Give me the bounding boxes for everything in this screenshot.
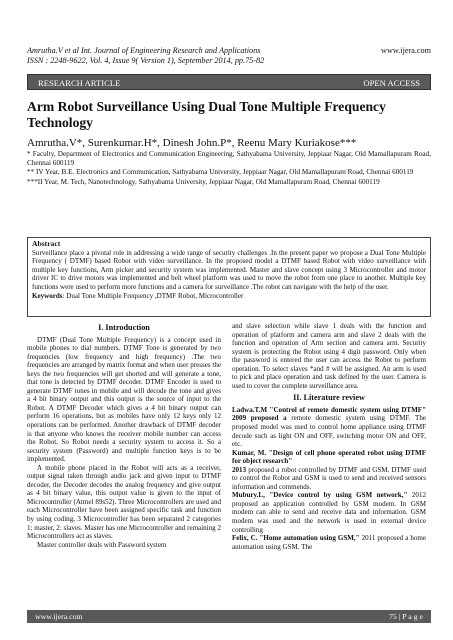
abstract-heading: Abstract xyxy=(32,239,61,248)
reference-kumar-year xyxy=(232,466,426,492)
journal-citation: Amrutha.V et al Int. Journal of Engineering Research and Applications xyxy=(27,46,261,55)
research-article-label: RESEARCH ARTICLE xyxy=(38,78,121,88)
abstract-box xyxy=(27,237,431,317)
affiliation-3: ***II Year, M. Tech, Nanotechnology, Sathyabama University, Jeppiaar Nagar, Old Mamallapuram Road, Chennai 600119 xyxy=(27,177,380,186)
reference-mubury xyxy=(232,491,426,534)
left-column xyxy=(27,322,221,549)
journal-website[interactable]: www.ijera.com xyxy=(381,46,431,55)
author-list: Amrutha.V*, Surenkumar.H*, Dinesh John.P*, Reenu Mary Kuriakose*** xyxy=(27,137,357,149)
article-type-band xyxy=(27,74,431,90)
page-footer xyxy=(27,610,431,623)
page-number: 75 | P a g e xyxy=(389,612,423,621)
reference-text: 2012 proposed an application controlled by GSM modem. In GSM modem can able to send and receive data and information. GSM modem was used and the network is used in external device controlling xyxy=(232,491,426,534)
reference-kumar xyxy=(232,449,426,466)
introduction-heading: I. Introduction xyxy=(98,323,150,332)
footer-website[interactable]: www.ijera.com xyxy=(35,612,83,621)
intro-paragraph-2: A mobile phone placed in the Robot will acts as a receiver, output signal taken through audio jack and given input to DTMF decoder, the Decoder decodes the analog frequency and give output as 4 bit binary value, this output value is given to the input of Microcontroller (Atmel 89s52). Three Microcontrollers are used and each Microcontroller have been assigned specific task and function by using coding, 3 Microcontroller has been separated 2 categories 1: master, 2: slaves. Master has one Microcontroller and remaining 2 Microcontrollers act as slaves. xyxy=(27,463,221,541)
reference-title: Felix, C. "Home automation using GSM," xyxy=(232,534,360,543)
keywords-text: : Dual Tone Multiple Frequency ,DTMF Robot, Microcontroller xyxy=(62,291,244,300)
reference-title: Kumar, M. "Design of cell phone operated robot using DTMF for object research" xyxy=(232,448,426,466)
right-column xyxy=(232,322,426,551)
literature-review-heading: II. Literature review xyxy=(293,393,365,403)
intro-continuation: and slave selection while slave 1 deals with the function and operation of platform and camera arm and slave 2 deals with the function and operation of Arm section and camera arm. Security system is protecting the Robot using 4 digit password. Only when the password is entered the user can access the Robot to perform operation. To select slaves *and # will be assigned. An arm is used to pick and place operation and task defined by the user. Camera is used to cover the complete surveillance area. xyxy=(232,322,426,390)
intro-paragraph-3: Master controller deals with Password system xyxy=(37,540,167,549)
reference-title: Ladwa.T.M "Control of remote domestic system using DTMF" 2009 proposed a xyxy=(232,405,426,423)
reference-title: Mubury.L, "Device control by using GSM network," xyxy=(232,491,408,500)
running-header xyxy=(27,46,431,66)
issn-line: ISSN : 2248-9622, Vol. 4, Issue 9( Version 1), September 2014, pp.75-82 xyxy=(27,56,265,65)
reference-felix xyxy=(232,534,426,551)
reference-text: remote domestic system using DTMF. The proposed model was used to control home appliance using DTMF decode such as light ON and OFF, switching motor ON and OFF, etc. xyxy=(232,414,426,449)
keywords-line xyxy=(32,292,426,301)
reference-year: 2013 xyxy=(232,465,247,474)
affiliations xyxy=(27,150,431,187)
paper-title: Arm Robot Surveillance Using Dual Tone Multiple Frequency Technology xyxy=(27,99,386,130)
reference-text: proposed a robot controlled by DTMF and GSM. DTMF used to control the Robot and GSM is used to send and received sensors information and commends. xyxy=(232,465,426,491)
affiliation-1: * Faculty, Department of Electronics and Communication Engineering, Sathyabama University, Jeppiaar Nagar, Old Mamallapuram Road, Chennai 600119 xyxy=(27,150,431,168)
reference-text: 2011 proposed a home automation using GSM. The xyxy=(232,534,427,551)
keywords-label: Keywords xyxy=(32,291,63,300)
abstract-text: Surveillance place a pivotal role in addressing a wide range of security challenges .In the present paper we propose a Dual Tone Multiple Frequency ( DTMF) based Robot with video surveillance. In the proposed model a DTMF based Robot with video surveillance with multiple key functions, Arm picker and security system was implemented. Master and slave concept using 3 Microcontroller and motor driver IC to drive motors was implemented and belt wheel platform was used to move the robot from one place to another. Multiple key functions were used to perform more functions and a camera for surveillance .The robot can navigate with the help of the user. xyxy=(32,248,426,291)
reference-ladwa xyxy=(232,406,426,449)
open-access-label: OPEN ACCESS xyxy=(363,78,420,88)
intro-paragraph-1: DTMF (Dual Tone Multiple Frequency) is a concept used in mobile phones to dial numbers. DTMF Tone is generated by two frequencies (low frequency and high frequency) .The two frequencies are arranged by matrix format and when user presses the keys the two frequencies will get shorted and will generate a tone, that tone is detected by DTMF decoder. DTMF Encoder is used to generate DTMF tones in mobile and will decode the tone and gives a 4 bit binary output and this output is the source of input to the Robot. A DTMF Decoder which gives a 4 bit binary output can perform 16 operations, but as mobiles have only 12 keys only 12 operations can be performed. Another drawback of DTMF decoder is that anyone who knows the receiver mobile number can access the Robot, So Robot needs a security system to access it. So a security system (Password) and multiple function keys is to be implemented. xyxy=(27,335,221,464)
affiliation-2: ** IV Year, B.E. Electronics and Communication, Sathyabama University, Jeppiaar Nagar, Old Mamallapuram Road, Chennai 600119 xyxy=(27,168,414,177)
